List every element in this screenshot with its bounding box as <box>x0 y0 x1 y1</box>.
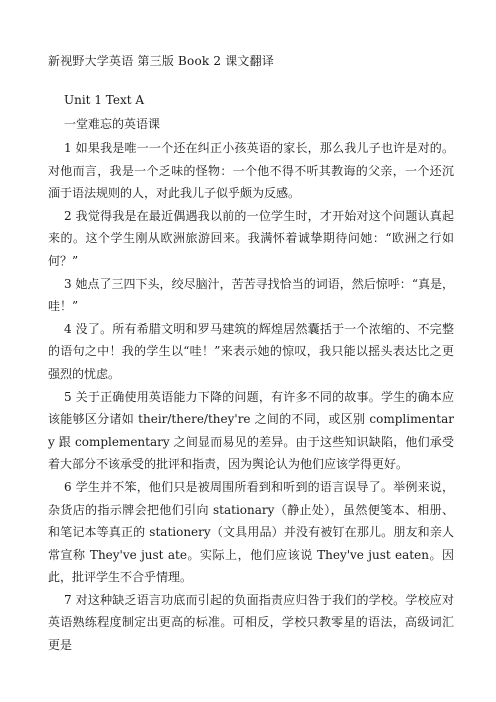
paragraph-7: 7 对这种缺乏语言功底而引起的负面指责应归咎于我们的学校。学校应对英语熟练程度制定出更高的标准。可相反，学校只教零星的语法，高级词汇更是 <box>48 592 454 653</box>
text-title: 一堂难忘的英语课 <box>64 117 161 131</box>
document-title: 新视野大学英语 第三版 Book 2 课文翻译 <box>48 54 275 68</box>
paragraph-3: 3 她点了三四下头，绞尽脑汁，苦苦寻找恰当的词语，然后惊呼：“真是，哇！” <box>48 276 454 314</box>
paragraph-6: 6 学生并不笨，他们只是被周围所看到和听到的语言误导了。举例来说，杂货店的指示牌会把他们引向 stationary（静止处），虽然便笺本、相册、和笔记本等真正的 stationery（文具用品）并没有被钉在那儿。朋友和亲人常宣称 They've just ate。实际上，他们应该说 They've just eaten。因此，批评学生不合乎情理。 <box>48 479 454 585</box>
paragraph-2: 2 我觉得我是在最近偶遇我以前的一位学生时，才开始对这个问题认真起来的。这个学生刚从欧洲旅游回来。我满怀着诚挚期待问她：“欧洲之行如何？” <box>48 208 454 268</box>
document-body <box>48 137 454 657</box>
paragraph-4: 4 没了。所有希腊文明和罗马建筑的辉煌居然囊括于一个浓缩的、不完整的语句之中！我的学生以“哇！”来表示她的惊叹，我只能以摇头表达比之更强烈的忧虑。 <box>48 321 454 381</box>
paragraph-1: 1 如果我是唯一一个还在纠正小孩英语的家长，那么我儿子也许是对的。对他而言，我是一个乏味的怪物：一个他不得不听其教诲的父亲，一个还沉湎于语法规则的人，对此我儿子似乎颇为反感。 <box>48 141 454 201</box>
paragraph-5: 5 关于正确使用英语能力下降的问题，有许多不同的故事。学生的确本应该能够区分诸如 their/there/they're 之间的不同，或区别 complimentary 跟 complementary 之间显而易见的差异。由于这些知识缺陷，他们承受着大部分不该承受的批评和指责，因为舆论认为他们应该学得更好。 <box>48 389 454 472</box>
unit-heading: Unit 1 Text A <box>64 93 145 107</box>
